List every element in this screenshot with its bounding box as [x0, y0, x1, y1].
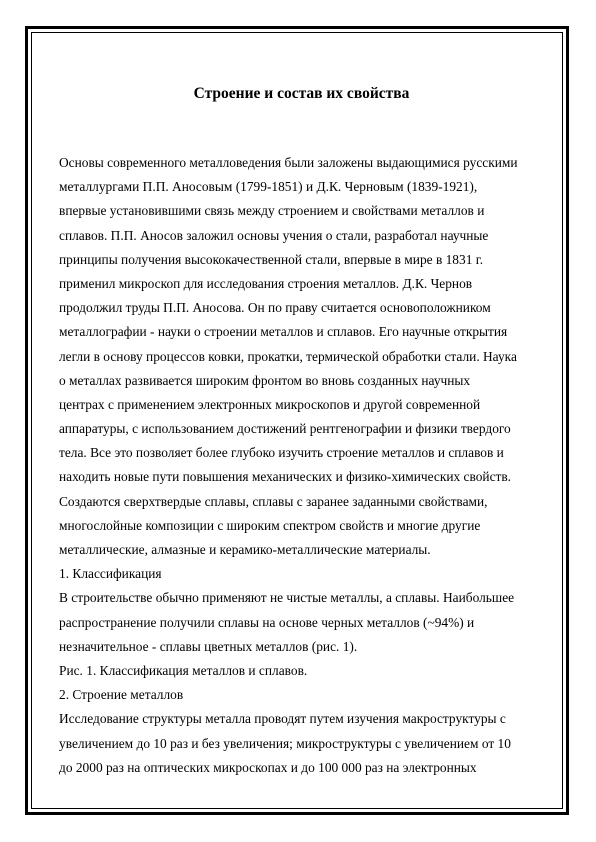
text-line: продолжил труды П.П. Аносова. Он по праву считается основоположником: [59, 300, 491, 316]
text-line: до 2000 раз на оптических микроскопах и до 100 000 раз на электронных: [59, 759, 477, 775]
text-line: Рис. 1. Классификация металлов и сплавов.: [59, 662, 308, 678]
text-line: металлографии - науки о строении металлов и сплавов. Его научные открытия: [59, 324, 508, 340]
text-line: находить новые пути повышения механических и физико-химических свойств.: [59, 469, 512, 485]
text-line: центрах с применением электронных микроскопов и другой современной: [59, 396, 481, 412]
text-line: Исследование структуры металла проводят путем изучения макроструктуры с: [59, 711, 506, 727]
text-line: металлургами П.П. Аносовым (1799-1851) и Д.К. Черновым (1839-1921),: [59, 179, 478, 195]
text-line: 1. Классификация: [59, 566, 162, 582]
text-line: многослойные композиции с широким спектром свойств и многие другие: [59, 517, 481, 533]
text-line: тела. Все это позволяет более глубоко изучить строение металлов и сплавов и: [59, 445, 504, 461]
text-line: впервые установившими связь между строением и свойствами металлов и: [59, 203, 485, 219]
text-line: применил микроскоп для исследования строения металлов. Д.К. Чернов: [59, 275, 473, 291]
text-line: увеличением до 10 раз и без увеличения; микроструктуры с увеличением от 10: [59, 735, 511, 751]
text-line: принципы получения высококачественной стали, впервые в мире в 1831 г.: [59, 251, 484, 267]
text-line: Основы современного металловедения были заложены выдающимися русскими: [59, 155, 518, 170]
text-line: аппаратуры, с использованием достижений рентгенографии и физики твердого: [59, 421, 511, 437]
text-line: о металлах развивается широким фронтом во вновь созданных научных: [59, 372, 471, 388]
text-line: распространение получили сплавы на основе черных металлов (~94%) и: [59, 614, 475, 630]
document-body: [59, 84, 544, 780]
text-line: 2. Строение металлов: [59, 687, 184, 703]
text-line: металлические, алмазные и керамико-металлические материалы.: [59, 542, 431, 557]
paragraph-text: [59, 151, 544, 780]
text-line: сплавов. П.П. Аносов заложил основы учения о стали, разработал научные: [59, 227, 489, 243]
document-title: Строение и состав их свойства: [193, 85, 410, 102]
text-line: Создаются сверхтвердые сплавы, сплавы с заранее заданными свойствами,: [59, 493, 488, 509]
text-line: В строительстве обычно применяют не чистые металлы, а сплавы. Наибольшее: [59, 590, 515, 606]
text-line: легли в основу процессов ковки, прокатки, термической обработки стали. Наука: [59, 348, 517, 364]
text-line: незначительное - сплавы цветных металлов (рис. 1).: [59, 638, 358, 654]
